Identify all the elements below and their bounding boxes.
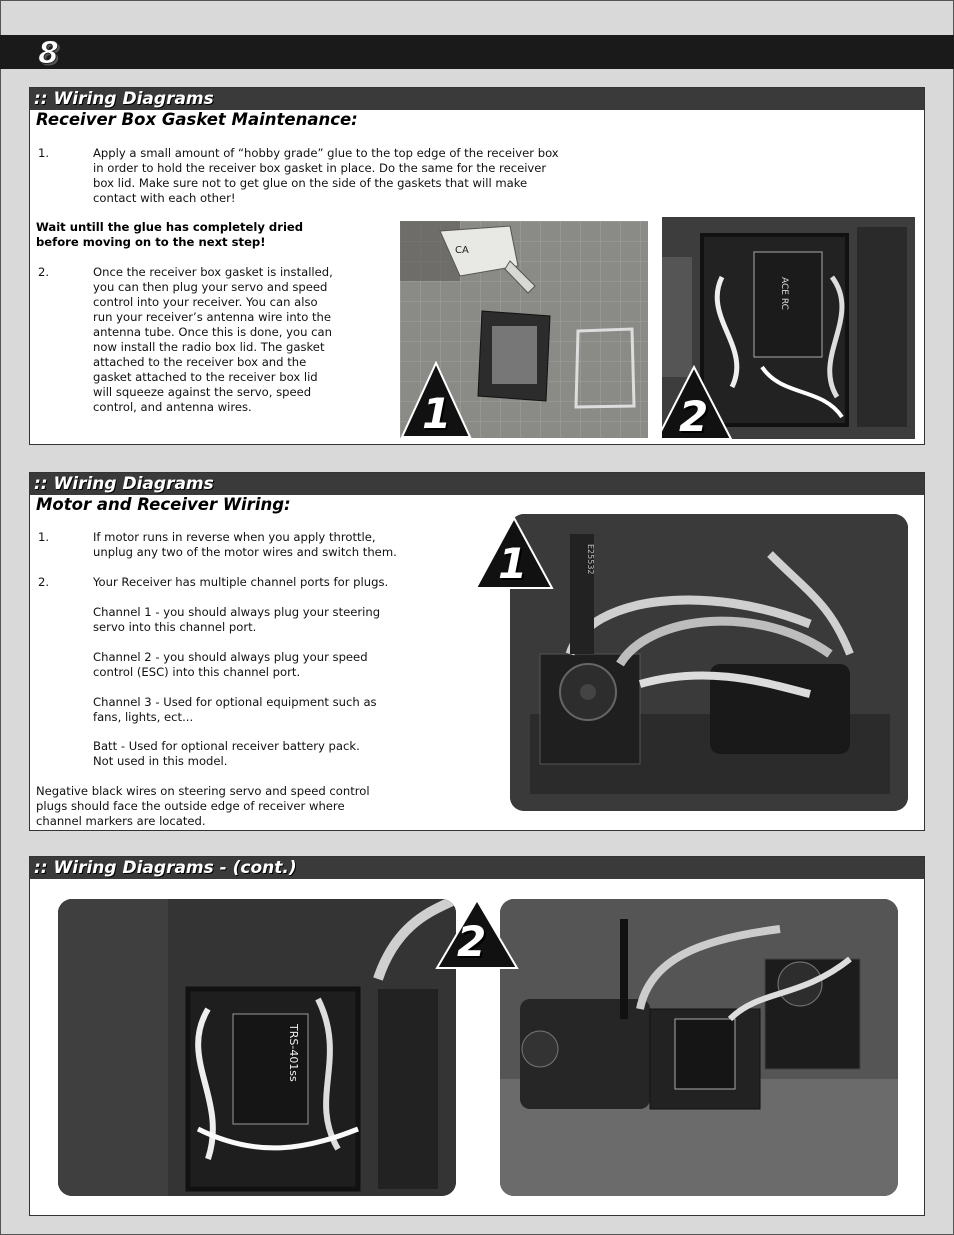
step-line: Once the receiver box gasket is installed, (93, 265, 333, 279)
section-header: :: Wiring Diagrams - (cont.) (30, 857, 924, 879)
step-line: gasket attached to the receiver box lid (93, 370, 318, 384)
section-motor-receiver-wiring (29, 472, 925, 831)
gasket-glue-photo (400, 221, 648, 438)
step-line: unplug any two of the motor wires and switch them. (93, 545, 397, 559)
channel-line: control (ESC) into this channel port. (93, 665, 301, 679)
page-number: 8 (38, 36, 59, 71)
step-text (93, 146, 559, 206)
step-line: now install the radio box lid. The gasket (93, 340, 325, 354)
motor-wiring-photo (510, 514, 908, 811)
step-line: attached to the receiver box and the (93, 355, 307, 369)
step-2 (38, 575, 488, 591)
channel-line: Not used in this model. (93, 754, 228, 768)
step-line: you can then plug your servo and speed (93, 280, 328, 294)
channel-line: Channel 1 - you should always plug your steering (93, 605, 381, 619)
step-line: Apply a small amount of “hobby grade” glue to the top edge of the receiver box (93, 146, 559, 160)
page-header-bar (0, 35, 954, 69)
channel-3-description (93, 695, 493, 725)
step-line: Your Receiver has multiple channel ports for plugs. (93, 575, 389, 589)
warning-text (36, 220, 396, 250)
step-line: in order to hold the receiver box gasket in place. Do the same for the receiver (93, 161, 547, 175)
channel-1-description (93, 605, 493, 635)
section-header: :: Wiring Diagrams (30, 88, 924, 110)
photo-step-label: 2 (679, 392, 709, 439)
note-line: plugs should face the outside edge of receiver where (36, 799, 345, 813)
step-line: run your receiver’s antenna wire into the (93, 310, 332, 324)
section-header: :: Wiring Diagrams (30, 473, 924, 495)
step-number: 2. (38, 575, 50, 589)
step-1 (38, 530, 488, 562)
step-text (93, 530, 397, 560)
step-line: antenna tube. Once this is done, you can (93, 325, 332, 339)
note-line: Negative black wires on steering servo and speed control (36, 784, 370, 798)
channel-line: Channel 3 - Used for optional equipment such as (93, 695, 377, 709)
channel-line: fans, lights, ect... (93, 710, 194, 724)
section-wiring-cont (29, 856, 925, 1216)
channel-line: Batt - Used for optional receiver battery pack. (93, 739, 360, 753)
receiver-closeup-photo (58, 899, 456, 1196)
section-subtitle: Motor and Receiver Wiring: (36, 495, 291, 514)
step-text (93, 265, 333, 415)
warning-line: before moving on to the next step! (36, 235, 266, 249)
channel-2-description (93, 650, 493, 680)
section-gasket-maintenance (29, 87, 925, 445)
photo-step-label: 2 (457, 917, 487, 966)
channel-line: Channel 2 - you should always plug your speed (93, 650, 368, 664)
photo-step-label: 1 (422, 389, 452, 438)
svg-text:ACE RC: ACE RC (779, 277, 789, 310)
svg-text:CA: CA (455, 245, 469, 256)
batt-description (93, 739, 493, 769)
step-number: 1. (38, 146, 50, 160)
step-line: box lid. Make sure not to get glue on the side of the gaskets that will make (93, 176, 528, 190)
step-line: control into your receiver. You can also (93, 295, 318, 309)
channel-line: servo into this channel port. (93, 620, 257, 634)
wire-orientation-note (36, 784, 476, 829)
step-line: will squeeze against the servo, speed (93, 385, 312, 399)
note-line: channel markers are located. (36, 814, 206, 828)
warning-line: Wait untill the glue has completely dried (36, 220, 304, 234)
step-1 (38, 146, 678, 208)
svg-text:E25532: E25532 (586, 544, 595, 575)
step-line: control, and antenna wires. (93, 400, 252, 414)
step-text (93, 575, 388, 590)
step-line: If motor runs in reverse when you apply throttle, (93, 530, 376, 544)
section-subtitle: Receiver Box Gasket Maintenance: (36, 110, 358, 129)
step-2 (38, 265, 398, 420)
receiver-esc-layout-photo (500, 899, 898, 1196)
step-line: contact with each other! (93, 191, 236, 205)
photo-step-label: 1 (498, 539, 528, 588)
receiver-box-photo (662, 217, 915, 439)
step-number: 1. (38, 530, 50, 544)
step-number: 2. (38, 265, 50, 279)
svg-text:TRS-401ss: TRS-401ss (287, 1024, 300, 1082)
